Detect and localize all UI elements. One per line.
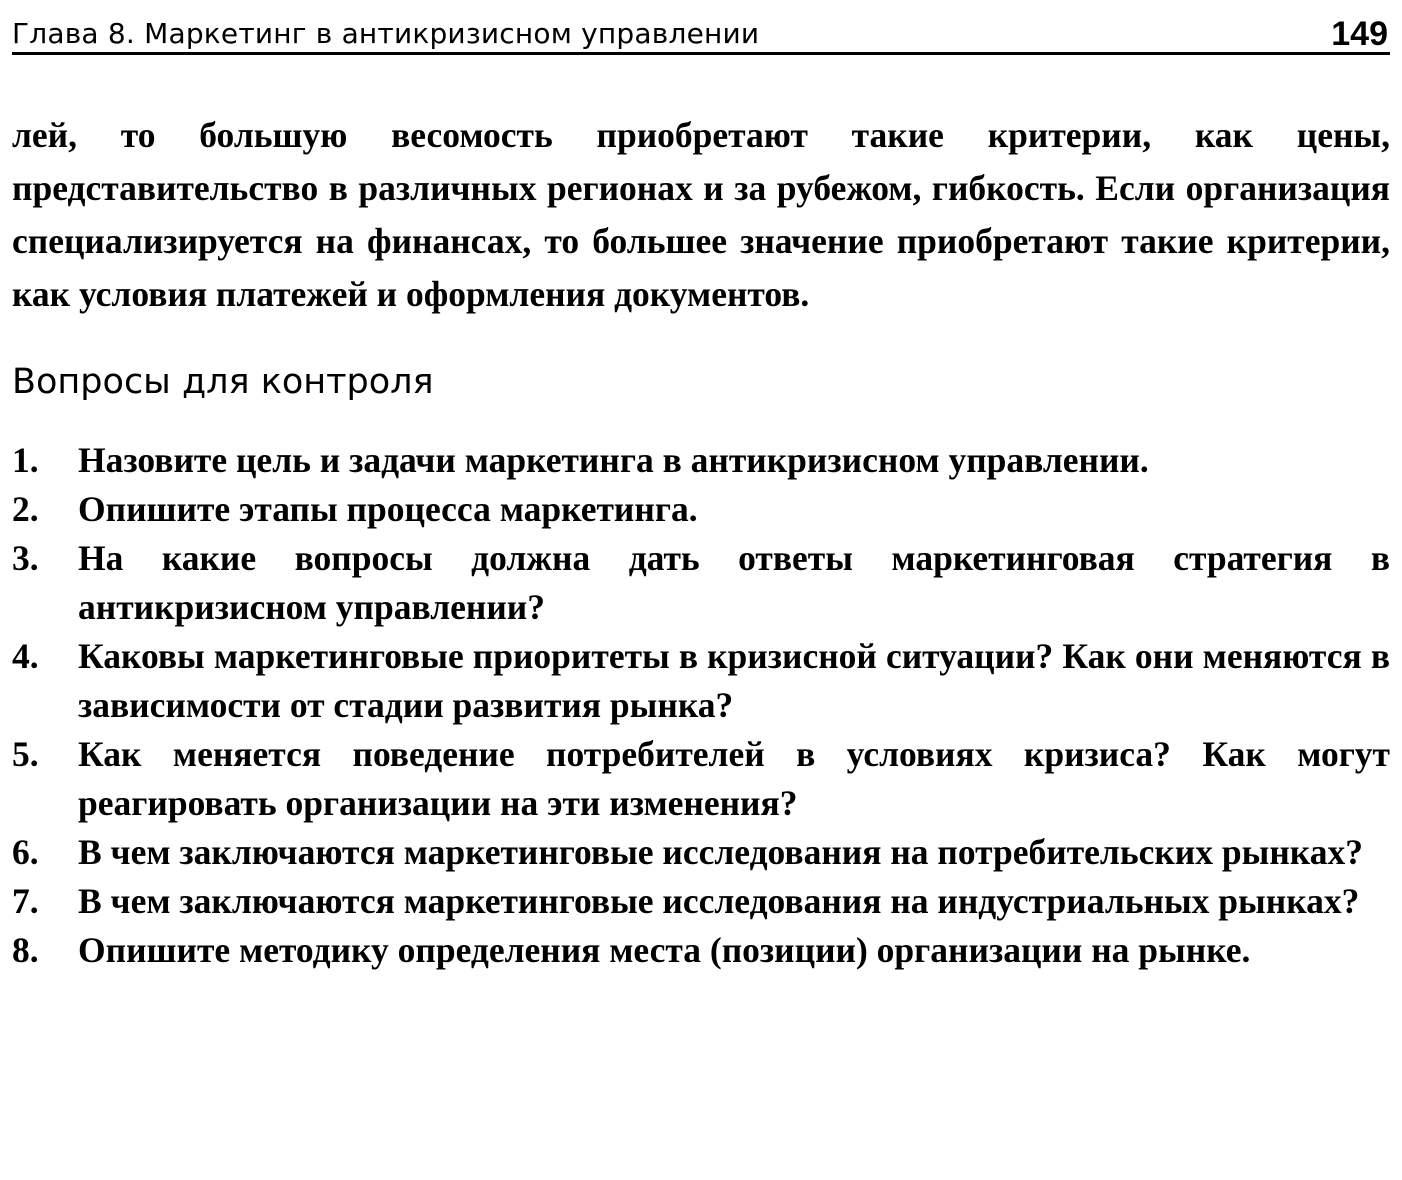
question-item <box>12 926 1390 975</box>
question-item <box>12 877 1390 926</box>
body-paragraph: лей, то большую весомость приобретают такие критерии, как цены, представительство в различных регионах и за рубежом, гибкость. Если организация специализируется на финансах, то большее значение приобретают такие критерии, как условия платежей и оформления документов. <box>12 115 1390 314</box>
question-text: В чем заключаются маркетинговые исследования на индустриальных рынках? <box>78 881 1360 922</box>
question-text: Каковы маркетинговые приоритеты в кризисной ситуации? Как они меняются в зависимости от стадии развития рынка? <box>78 636 1390 726</box>
question-text: Как меняется поведение потребителей в условиях кризиса? Как могут реагировать организации на эти изменения? <box>78 734 1390 824</box>
section-title: Вопросы для контроля <box>12 362 434 402</box>
question-text: На какие вопросы должна дать ответы маркетинговая стратегия в антикризисном управлении? <box>78 538 1390 628</box>
question-number: 4. <box>12 636 39 677</box>
page-number: 149 <box>1331 15 1388 53</box>
question-number: 8. <box>12 930 39 971</box>
question-text: Назовите цель и задачи маркетинга в антикризисном управлении. <box>78 440 1149 481</box>
question-number: 7. <box>12 881 39 922</box>
question-text: Опишите этапы процесса маркетинга. <box>78 489 698 530</box>
question-number: 6. <box>12 832 39 873</box>
running-header <box>12 8 1390 55</box>
question-item <box>12 632 1390 730</box>
question-item <box>12 485 1390 534</box>
question-item <box>12 534 1390 632</box>
question-number: 2. <box>12 489 39 530</box>
question-text: Опишите методику определения места (позиции) организации на рынке. <box>78 930 1251 971</box>
question-text: В чем заключаются маркетинговые исследования на потребительских рынках? <box>78 832 1363 873</box>
question-item <box>12 730 1390 828</box>
question-number: 5. <box>12 734 39 775</box>
book-page <box>12 8 1390 1011</box>
question-number: 1. <box>12 440 39 481</box>
question-item <box>12 436 1390 485</box>
question-item <box>12 828 1390 877</box>
question-number: 3. <box>12 538 39 579</box>
chapter-title: Глава 8. Маркетинг в антикризисном управлении <box>12 17 760 50</box>
questions-list <box>12 436 1390 975</box>
